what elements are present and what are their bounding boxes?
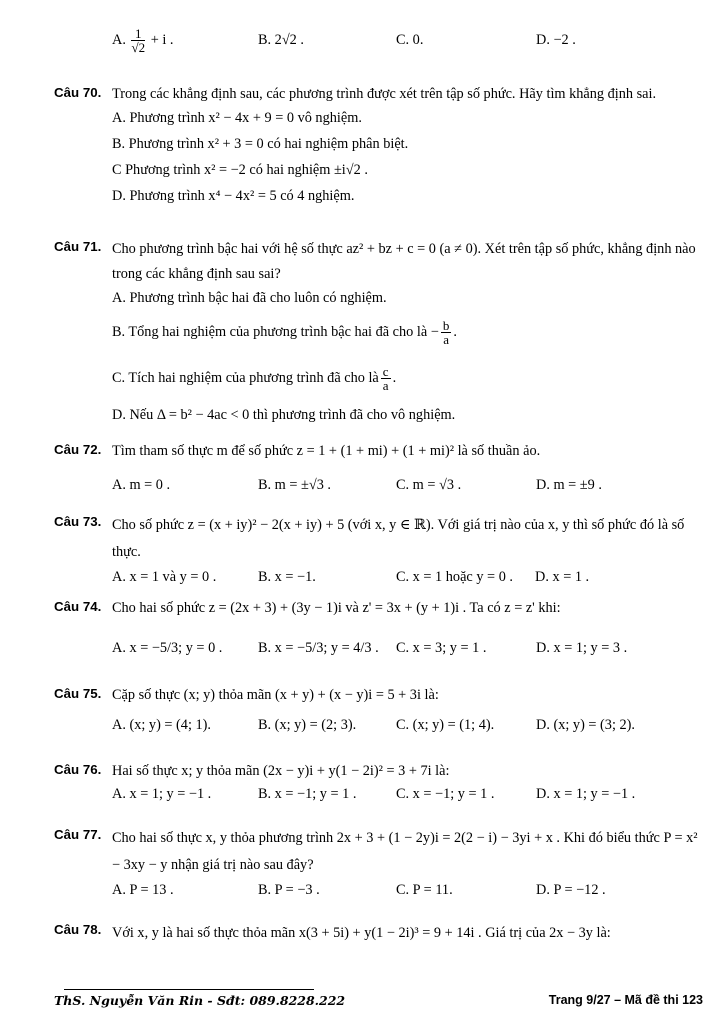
option-c: C. x = 3; y = 1 . <box>396 640 487 656</box>
option-d: D. Phương trình x⁴ − 4x² = 5 có 4 nghiệm. <box>112 188 355 204</box>
question-72 <box>54 440 704 498</box>
option-b: B. x = −1. <box>258 569 316 585</box>
question-69-options <box>54 18 704 62</box>
option-d: D. Nếu Δ = b² − 4ac < 0 thì phương trình đã cho vô nghiệm. <box>112 407 456 423</box>
option-c: C. Tích hai nghiệm của phương trình đã cho là $\frac{c}{a}$ . <box>112 363 397 394</box>
question-number: Câu 72. <box>54 442 102 457</box>
option-b: B. 2√2 . <box>258 32 304 48</box>
question-77 <box>54 825 704 901</box>
question-73 <box>54 512 704 588</box>
question-text: Hai số thực x; y thỏa mãn (2x − y)i + y(1 − 2i)² = 3 + 7i là: <box>112 763 450 779</box>
option-d: D. x = 1; y = 3 . <box>536 640 628 656</box>
option-d: D. P = −12 . <box>536 882 606 898</box>
option-a: A. x = 1 và y = 0 . <box>112 569 217 585</box>
option-c: C. x = −1; y = 1 . <box>396 786 495 802</box>
question-number: Câu 78. <box>54 922 102 937</box>
question-number: Câu 73. <box>54 514 102 529</box>
question-text: Cho hai số phức z = (2x + 3) + (3y − 1)i và z' = 3x + (y + 1)i . Ta có z = z' khi: <box>112 600 561 616</box>
question-number: Câu 75. <box>54 686 102 701</box>
question-text: Cho hai số thực x, y thỏa phương trình 2x + 3 + (1 − 2y)i = 2(2 − i) − 3yi + x . Khi đó biểu thức P = x² − 3xy − y nhận giá trị nào sau đây? <box>112 830 698 873</box>
footer-page-info: Trang 9/27 – Mã đề thi 123 <box>548 993 703 1007</box>
option-d: D. (x; y) = (3; 2). <box>536 717 635 733</box>
option-c: C. x = 1 hoặc y = 0 . <box>396 569 513 585</box>
option-b: B. m = ±√3 . <box>258 477 332 493</box>
option-c: C. (x; y) = (1; 4). <box>396 717 495 733</box>
question-text: Cho số phức z = (x + iy)² − 2(x + iy) + 5 (với x, y ∈ ℝ). Với giá trị nào của x, y thì số phức đó là số thực. <box>112 517 685 560</box>
fraction: $\frac{1}{√2}$ <box>131 25 146 56</box>
option-b: B. Tổng hai nghiệm của phương trình bậc hai đã cho là − $\frac{b}{a}$ . <box>112 317 457 348</box>
question-71 <box>54 237 704 429</box>
question-number: Câu 71. <box>54 239 102 254</box>
question-70 <box>54 83 704 209</box>
question-76 <box>54 760 704 806</box>
footer-author: ThS. Nguyễn Văn Rin - Sđt: 089.8228.222 <box>54 993 346 1008</box>
option-c: C. m = √3 . <box>396 477 462 493</box>
question-text: Trong các khẳng định sau, các phương trình được xét trên tập số phức. Hãy tìm khẳng định sai. <box>112 86 657 102</box>
question-78 <box>54 920 704 947</box>
option-c: C Phương trình x² = −2 có hai nghiệm ±i√2 . <box>112 162 368 178</box>
option-b: B. (x; y) = (2; 3). <box>258 717 357 733</box>
option-b: B. Phương trình x² + 3 = 0 có hai nghiệm phân biệt. <box>112 136 409 152</box>
option-c: C. P = 11. <box>396 882 453 898</box>
option-b: B. x = −5/3; y = 4/3 . <box>258 640 379 656</box>
option-d: D. m = ±9 . <box>536 477 602 493</box>
option-a: A. (x; y) = (4; 1). <box>112 717 211 733</box>
question-number: Câu 77. <box>54 827 102 842</box>
question-text: Cho phương trình bậc hai với hệ số thực az² + bz + c = 0 (a ≠ 0). Xét trên tập số phức, khẳng định nào trong các khẳng định sau sai? <box>112 241 696 282</box>
question-number: Câu 74. <box>54 599 102 614</box>
option-a: A. Phương trình bậc hai đã cho luôn có nghiệm. <box>112 290 387 306</box>
question-74 <box>54 597 704 661</box>
option-b: B. x = −1; y = 1 . <box>258 786 357 802</box>
option-d: D. x = 1; y = −1 . <box>536 786 636 802</box>
question-75 <box>54 684 704 738</box>
question-text: Cặp số thực (x; y) thỏa mãn (x + y) + (x − y)i = 5 + 3i là: <box>112 687 439 703</box>
fraction: $\frac{c}{a}$ <box>382 363 389 394</box>
option-a: A. m = 0 . <box>112 477 171 493</box>
question-number: Câu 70. <box>54 85 102 100</box>
option-d: D. x = 1 . <box>535 569 590 585</box>
option-a: A. $\frac{1}{√2}$ + i . <box>112 25 174 56</box>
footer-divider <box>64 989 314 990</box>
question-text: Tìm tham số thực m để số phức z = 1 + (1 + mi) + (1 + mi)² là số thuần ảo. <box>112 443 541 459</box>
option-a: A. Phương trình x² − 4x + 9 = 0 vô nghiệm. <box>112 110 362 126</box>
option-b: B. P = −3 . <box>258 882 320 898</box>
option-d: D. −2 . <box>536 32 576 48</box>
option-a: A. P = 13 . <box>112 882 174 898</box>
question-number: Câu 76. <box>54 762 102 777</box>
option-c: C. 0. <box>396 32 424 48</box>
option-a: A. x = −5/3; y = 0 . <box>112 640 223 656</box>
option-a: A. x = 1; y = −1 . <box>112 786 212 802</box>
question-text: Với x, y là hai số thực thỏa mãn x(3 + 5i) + y(1 − 2i)³ = 9 + 14i . Giá trị của 2x − 3y là: <box>112 925 611 941</box>
fraction: $\frac{b}{a}$ <box>442 317 450 348</box>
